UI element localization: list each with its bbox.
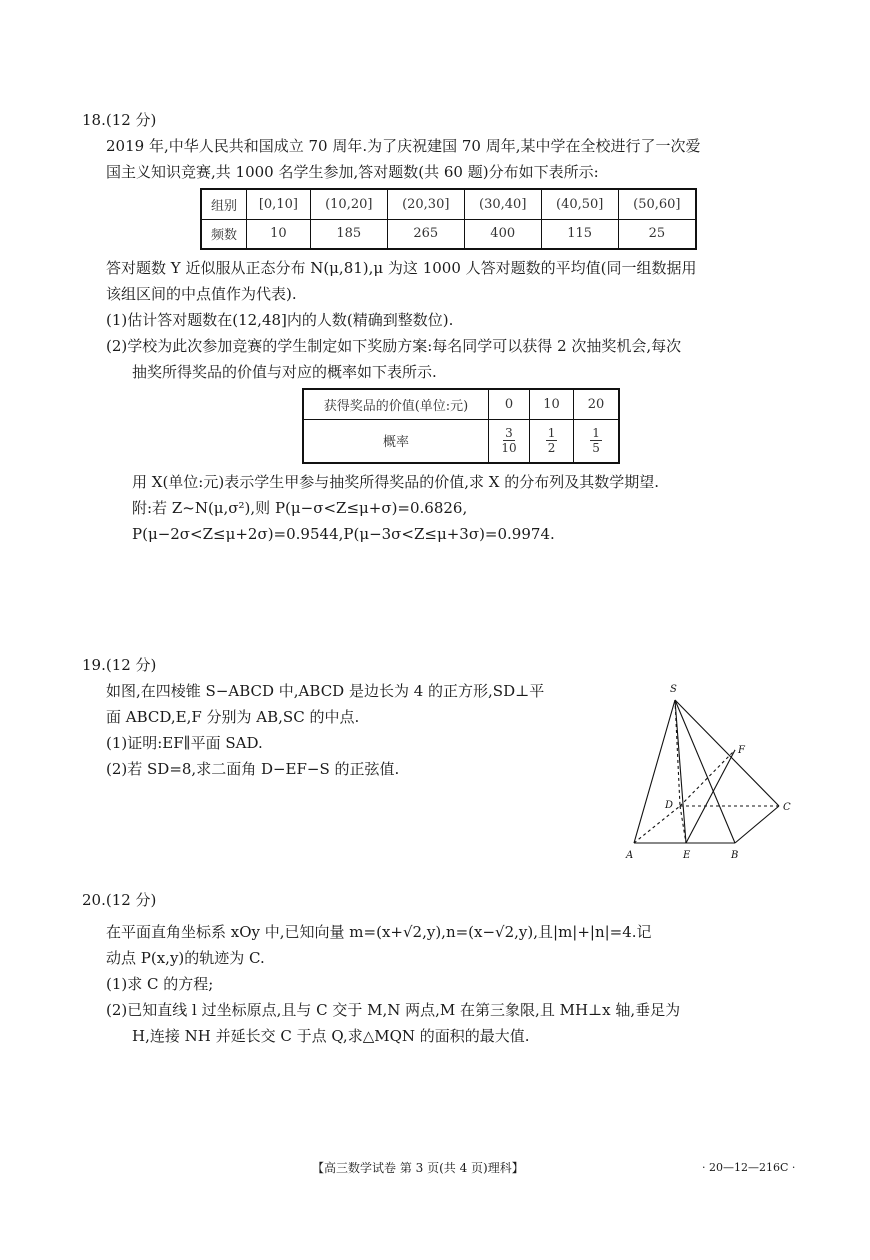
value-cell: 0 bbox=[489, 389, 530, 419]
group-cell: (20,30] bbox=[387, 189, 464, 219]
q20-part2: H,连接 NH 并延长交 C 于点 Q,求△MQN 的面积的最大值. bbox=[132, 1027, 530, 1045]
freq-cell: 400 bbox=[464, 219, 541, 249]
freq-cell: 10 bbox=[247, 219, 311, 249]
freq-cell: 115 bbox=[541, 219, 618, 249]
prob-cell bbox=[489, 419, 530, 463]
label-S: S bbox=[670, 684, 677, 695]
group-cell: [0,10] bbox=[247, 189, 311, 219]
group-cell: (50,60] bbox=[618, 189, 696, 219]
edge-SC bbox=[675, 700, 779, 806]
pyramid-figure bbox=[620, 680, 800, 865]
edge-BC bbox=[735, 806, 779, 843]
q18-part2: (2)学校为此次参加竞赛的学生制定如下奖励方案:每名同学可以获得 2 次抽奖机会,每次 bbox=[106, 337, 682, 355]
row-label: 获得奖品的价值(单位:元) bbox=[303, 389, 489, 419]
row-label: 频数 bbox=[201, 219, 247, 249]
row-label: 概率 bbox=[303, 419, 489, 463]
q18-text: 2019 年,中华人民共和国成立 70 周年.为了庆祝建国 70 周年,某中学在全校进行了一次爱 bbox=[106, 137, 701, 155]
q19-header: 19.(12 分) bbox=[82, 656, 157, 674]
q18-text: 答对题数 Y 近似服从正态分布 N(μ,81),μ 为这 1000 人答对题数的平均值(同一组数据用 bbox=[106, 259, 697, 277]
value-cell: 10 bbox=[529, 389, 573, 419]
prize-table bbox=[302, 388, 620, 464]
q18-text: 国主义知识竞赛,共 1000 名学生参加,答对题数(共 60 题)分布如下表所示: bbox=[106, 163, 599, 181]
segment-EF bbox=[686, 750, 735, 843]
q20-text: 动点 P(x,y)的轨迹为 C. bbox=[106, 949, 265, 967]
footer-page-info: 【高三数学试卷 第 3 页(共 4 页)理科】 bbox=[312, 1161, 524, 1175]
numerator: 3 bbox=[505, 426, 513, 441]
q19-text: 如图,在四棱锥 S−ABCD 中,ABCD 是边长为 4 的正方形,SD⊥平 bbox=[106, 682, 545, 700]
freq-cell: 185 bbox=[310, 219, 387, 249]
label-B: B bbox=[731, 850, 739, 861]
q18-part2: 抽奖所得奖品的价值与对应的概率如下表所示. bbox=[132, 363, 437, 381]
denominator: 10 bbox=[501, 441, 517, 456]
freq-cell: 265 bbox=[387, 219, 464, 249]
q18-appendix: P(μ−2σ<Z≤μ+2σ)=0.9544,P(μ−3σ<Z≤μ+3σ)=0.9974. bbox=[132, 525, 555, 543]
footer-code: · 20—12—216C · bbox=[702, 1161, 796, 1174]
q18-appendix: 附:若 Z~N(μ,σ²),则 P(μ−σ<Z≤μ+σ)=0.6826, bbox=[132, 499, 468, 517]
label-F: F bbox=[738, 745, 745, 756]
edge-SA bbox=[634, 700, 675, 843]
q19-part2: (2)若 SD=8,求二面角 D−EF−S 的正弦值. bbox=[106, 760, 400, 778]
q20-part2: (2)已知直线 l 过坐标原点,且与 C 交于 M,N 两点,M 在第三象限,且 MH⊥x 轴,垂足为 bbox=[106, 1001, 681, 1019]
label-D: D bbox=[665, 800, 674, 811]
q18-text: 该组区间的中点值作为代表). bbox=[106, 285, 297, 303]
denominator: 5 bbox=[592, 441, 600, 456]
q20-part1: (1)求 C 的方程; bbox=[106, 975, 214, 993]
group-cell: (30,40] bbox=[464, 189, 541, 219]
denominator: 2 bbox=[547, 441, 556, 456]
label-A: A bbox=[626, 850, 634, 861]
numerator: 1 bbox=[592, 426, 600, 441]
q18-text: 用 X(单位:元)表示学生甲参与抽奖所得奖品的价值,求 X 的分布列及其数学期望. bbox=[132, 473, 659, 491]
frequency-table bbox=[200, 188, 697, 250]
q18-part1: (1)估计答对题数在(12,48]内的人数(精确到整数位). bbox=[106, 311, 454, 329]
edge-AD bbox=[634, 806, 680, 843]
numerator: 1 bbox=[547, 426, 556, 441]
prob-cell bbox=[529, 419, 573, 463]
q19-text: 面 ABCD,E,F 分别为 AB,SC 的中点. bbox=[106, 708, 360, 726]
q20-header: 20.(12 分) bbox=[82, 891, 157, 909]
prob-cell bbox=[574, 419, 619, 463]
label-E: E bbox=[683, 850, 691, 861]
q20-text: 在平面直角坐标系 xOy 中,已知向量 m=(x+√2,y),n=(x−√2,y),且|m|+|n|=4.记 bbox=[106, 923, 652, 941]
group-cell: (40,50] bbox=[541, 189, 618, 219]
q18-header: 18.(12 分) bbox=[82, 111, 157, 129]
value-cell: 20 bbox=[574, 389, 619, 419]
row-label: 组别 bbox=[201, 189, 247, 219]
q19-part1: (1)证明:EF∥平面 SAD. bbox=[106, 734, 263, 752]
label-C: C bbox=[783, 802, 791, 813]
freq-cell: 25 bbox=[618, 219, 696, 249]
group-cell: (10,20] bbox=[310, 189, 387, 219]
